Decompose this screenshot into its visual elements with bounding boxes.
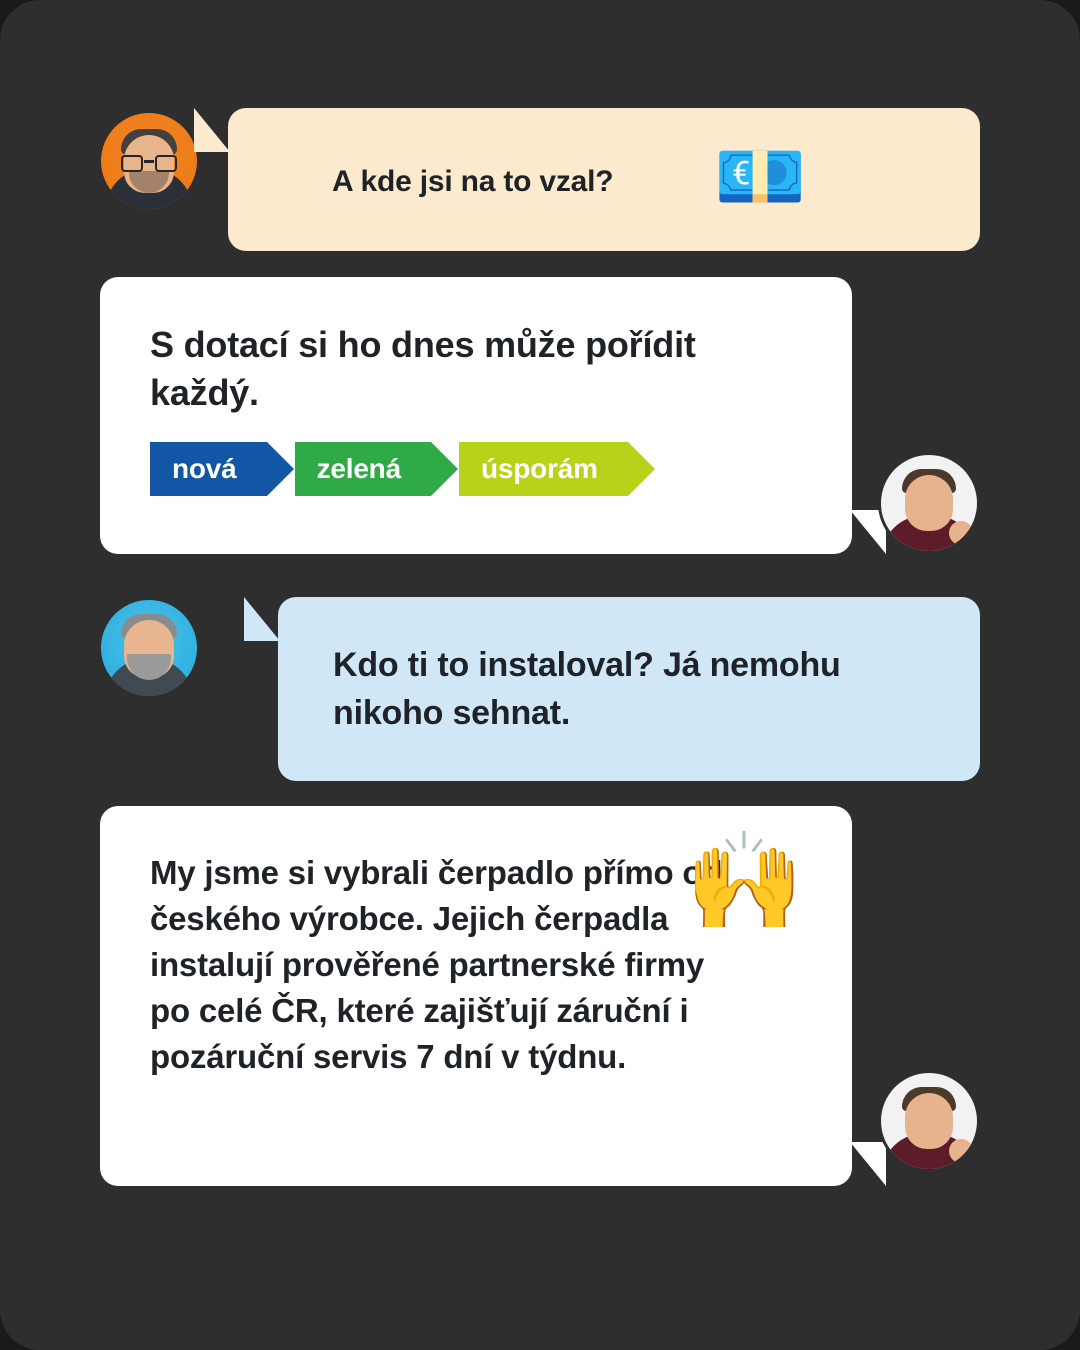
message-text-2: S dotací si ho dnes může pořídit každý.	[150, 324, 696, 413]
bubble-tail	[244, 597, 280, 641]
nova-zelena-usporam-logo	[150, 442, 628, 496]
bubble-tail	[194, 108, 230, 152]
avatar-young-man-shrug	[878, 452, 980, 554]
message-bubble-3	[278, 597, 980, 781]
avatar-young-man-shrug	[878, 1070, 980, 1172]
badge-segment-nova	[150, 442, 267, 496]
raising-hands-emoji: 🙌	[684, 828, 804, 935]
avatar-grey-haired-man	[98, 597, 200, 699]
badge-label-nova: nová	[172, 453, 237, 484]
message-bubble-4	[100, 806, 852, 1186]
badge-segment-zelena	[295, 442, 431, 496]
message-text-4: My jsme si vybrali čerpadlo přímo od českého výrobce. Jejich čerpadla instalují prověřené partnerské firmy po celé ČR, které zajišťují záruční i pozáruční servis 7 dní v týdnu.	[150, 854, 723, 1075]
badge-segment-usporam	[459, 442, 628, 496]
message-text-1: A kde jsi na to vzal?	[332, 165, 614, 198]
message-text-3: Kdo ti to instaloval? Já nemohu nikoho sehnat.	[333, 646, 841, 732]
message-bubble-1	[228, 108, 980, 251]
avatar-man-with-glasses	[98, 110, 200, 212]
badge-label-usporam: úsporám	[480, 453, 598, 484]
message-bubble-2	[100, 277, 852, 554]
euro-banknotes-emoji: 💶	[714, 135, 807, 218]
badge-label-zelena: zelená	[316, 453, 401, 484]
